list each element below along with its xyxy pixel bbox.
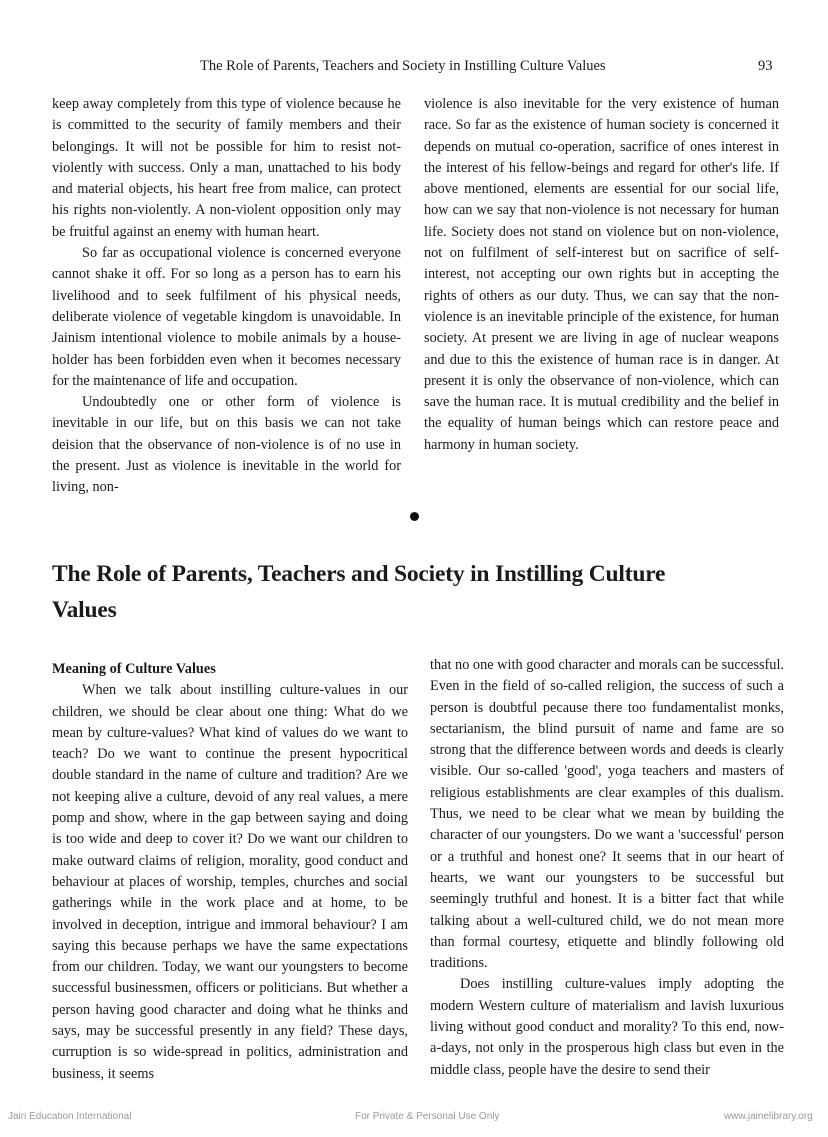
article-title — [52, 556, 752, 628]
article-title-line-1: The Role of Parents, Teachers and Society in Instilling Culture — [52, 561, 666, 587]
paragraph: keep away completely from this type of violence because he is committed to the security of family members and their belongings. It will not be possible for him to resist not-violently with success. Only a man, unattached to his body and material objects, his heart free from malice, can protect his rights non-violently. A non-violent opposition only may be fruitful against an enemy with human heart. — [52, 96, 401, 240]
paragraph: that no one with good character and morals can be successful. Even in the field of so-called religion, the success of such a person is doubtful pecause there too fundamentalist monks, sectarianism, the blind pursuit of name and fame are so strong that the difference between words and deeds is clearly visible. Our so-called 'good', yoga teachers and masters of religious establishments are clear examples of this dualism. Thus, we need to be clear what we mean by building the character of our youngsters. Do we want a 'successful' person or a truthful and honest one? It seems that in our heart of hearts, we want our youngsters to be successful but seemingly truthful and honest. It is a bitter fact that while talking about a well-cultured child, we do not mean more than formal courtesy, etiquette and blindly following old traditions. — [430, 657, 784, 972]
running-header — [0, 58, 828, 78]
paragraph: violence is also inevitable for the very existence of human race. So far as the existence of human society is concerned it depends on mutual co-operation, sacrifice of ones interest in the interest of his fellow-beings and regard for other's life. If above mentioned, elements are essential for our social life, how can we say that non-violence is not necessary for human life. Society does not stand on violence but on non-violence, not on fulfilment of self-interest but on sacrifice of self-interest, not accepting our own rights but in accepting the rights of others as our duty. Thus, we can say that the non-violence is an inevitable principle of the existence, for human society. At present we are living in age of nuclear weapons and due to this the existence of human race is in danger. At present it is only the observance of non-violence, which can save the human race. It is mutual credibility and the belief in the equality of human beings which can restore peace and harmony in human society. — [424, 96, 779, 453]
paragraph: So far as occupational violence is concerned everyone cannot shake it off. For so long as a person has to earn his livelihood and to seek fulfilment of his physical needs, deliberate violence of vegetable kingdom is unavoidable. In Jainism intentional violence to mobile animals by a house-holder has been forbidden even when it becomes necessary for the maintenance of life and occupation. — [52, 245, 401, 389]
article-title-line-2: Values — [52, 597, 117, 623]
footer-link[interactable]: www.jainelibrary.org — [724, 1111, 813, 1122]
running-header-title: The Role of Parents, Teachers and Society in Instilling Culture Values — [200, 58, 606, 74]
article-left-column — [52, 659, 408, 1085]
top-left-column — [52, 94, 401, 499]
footer-middle-text: For Private & Personal Use Only — [355, 1111, 500, 1122]
top-right-column — [424, 94, 779, 456]
section-separator-bullet — [410, 512, 419, 521]
paragraph: Undoubtedly one or other form of violence is inevitable in our life, but on this basis we can not take deision that the observance of non-violence is of no use in the present. Just as violence is inevitable in the world for living, non- — [52, 394, 401, 496]
page-number: 93 — [758, 58, 773, 74]
paragraph: Does instilling culture-values imply adopting the modern Western culture of materialism and lavish luxurious living without good conduct and morality? To this end, now-a-days, not only in the prosperous high class but even in the middle class, people have the desire to send their — [430, 976, 784, 1078]
section-subheading: Meaning of Culture Values — [52, 661, 216, 677]
page-footer — [0, 1111, 828, 1127]
paragraph: When we talk about instilling culture-values in our children, we should be clear about one thing: What do we mean by culture-values? What kind of values do we want to teach? Do we want to continue the present hypocritical double standard in the name of culture and tradition? Are we not keeping alive a culture, devoid of any real values, a mere pomp and show, where in the gap between saying and doing is too wide and deep to cover it? Do we want our children to make outward claims of religion, morality, good conduct and behaviour at places of worship, temples, churches and social gatherings while in the work place and at home, to be involved in deception, intrigue and immoral behaviour? I am saying this because perhaps we have the same expectations from our children. Today, we want our youngsters to become successful businessmen, officers or politicians. But whether a person having good character and doing what he thinks and says, may be successful presently in any field? These days, curruption is so wide-spread in politics, administration and business, it seems — [52, 682, 408, 1082]
article-right-column — [430, 655, 784, 1081]
footer-left-text: Jain Education International — [8, 1111, 132, 1122]
